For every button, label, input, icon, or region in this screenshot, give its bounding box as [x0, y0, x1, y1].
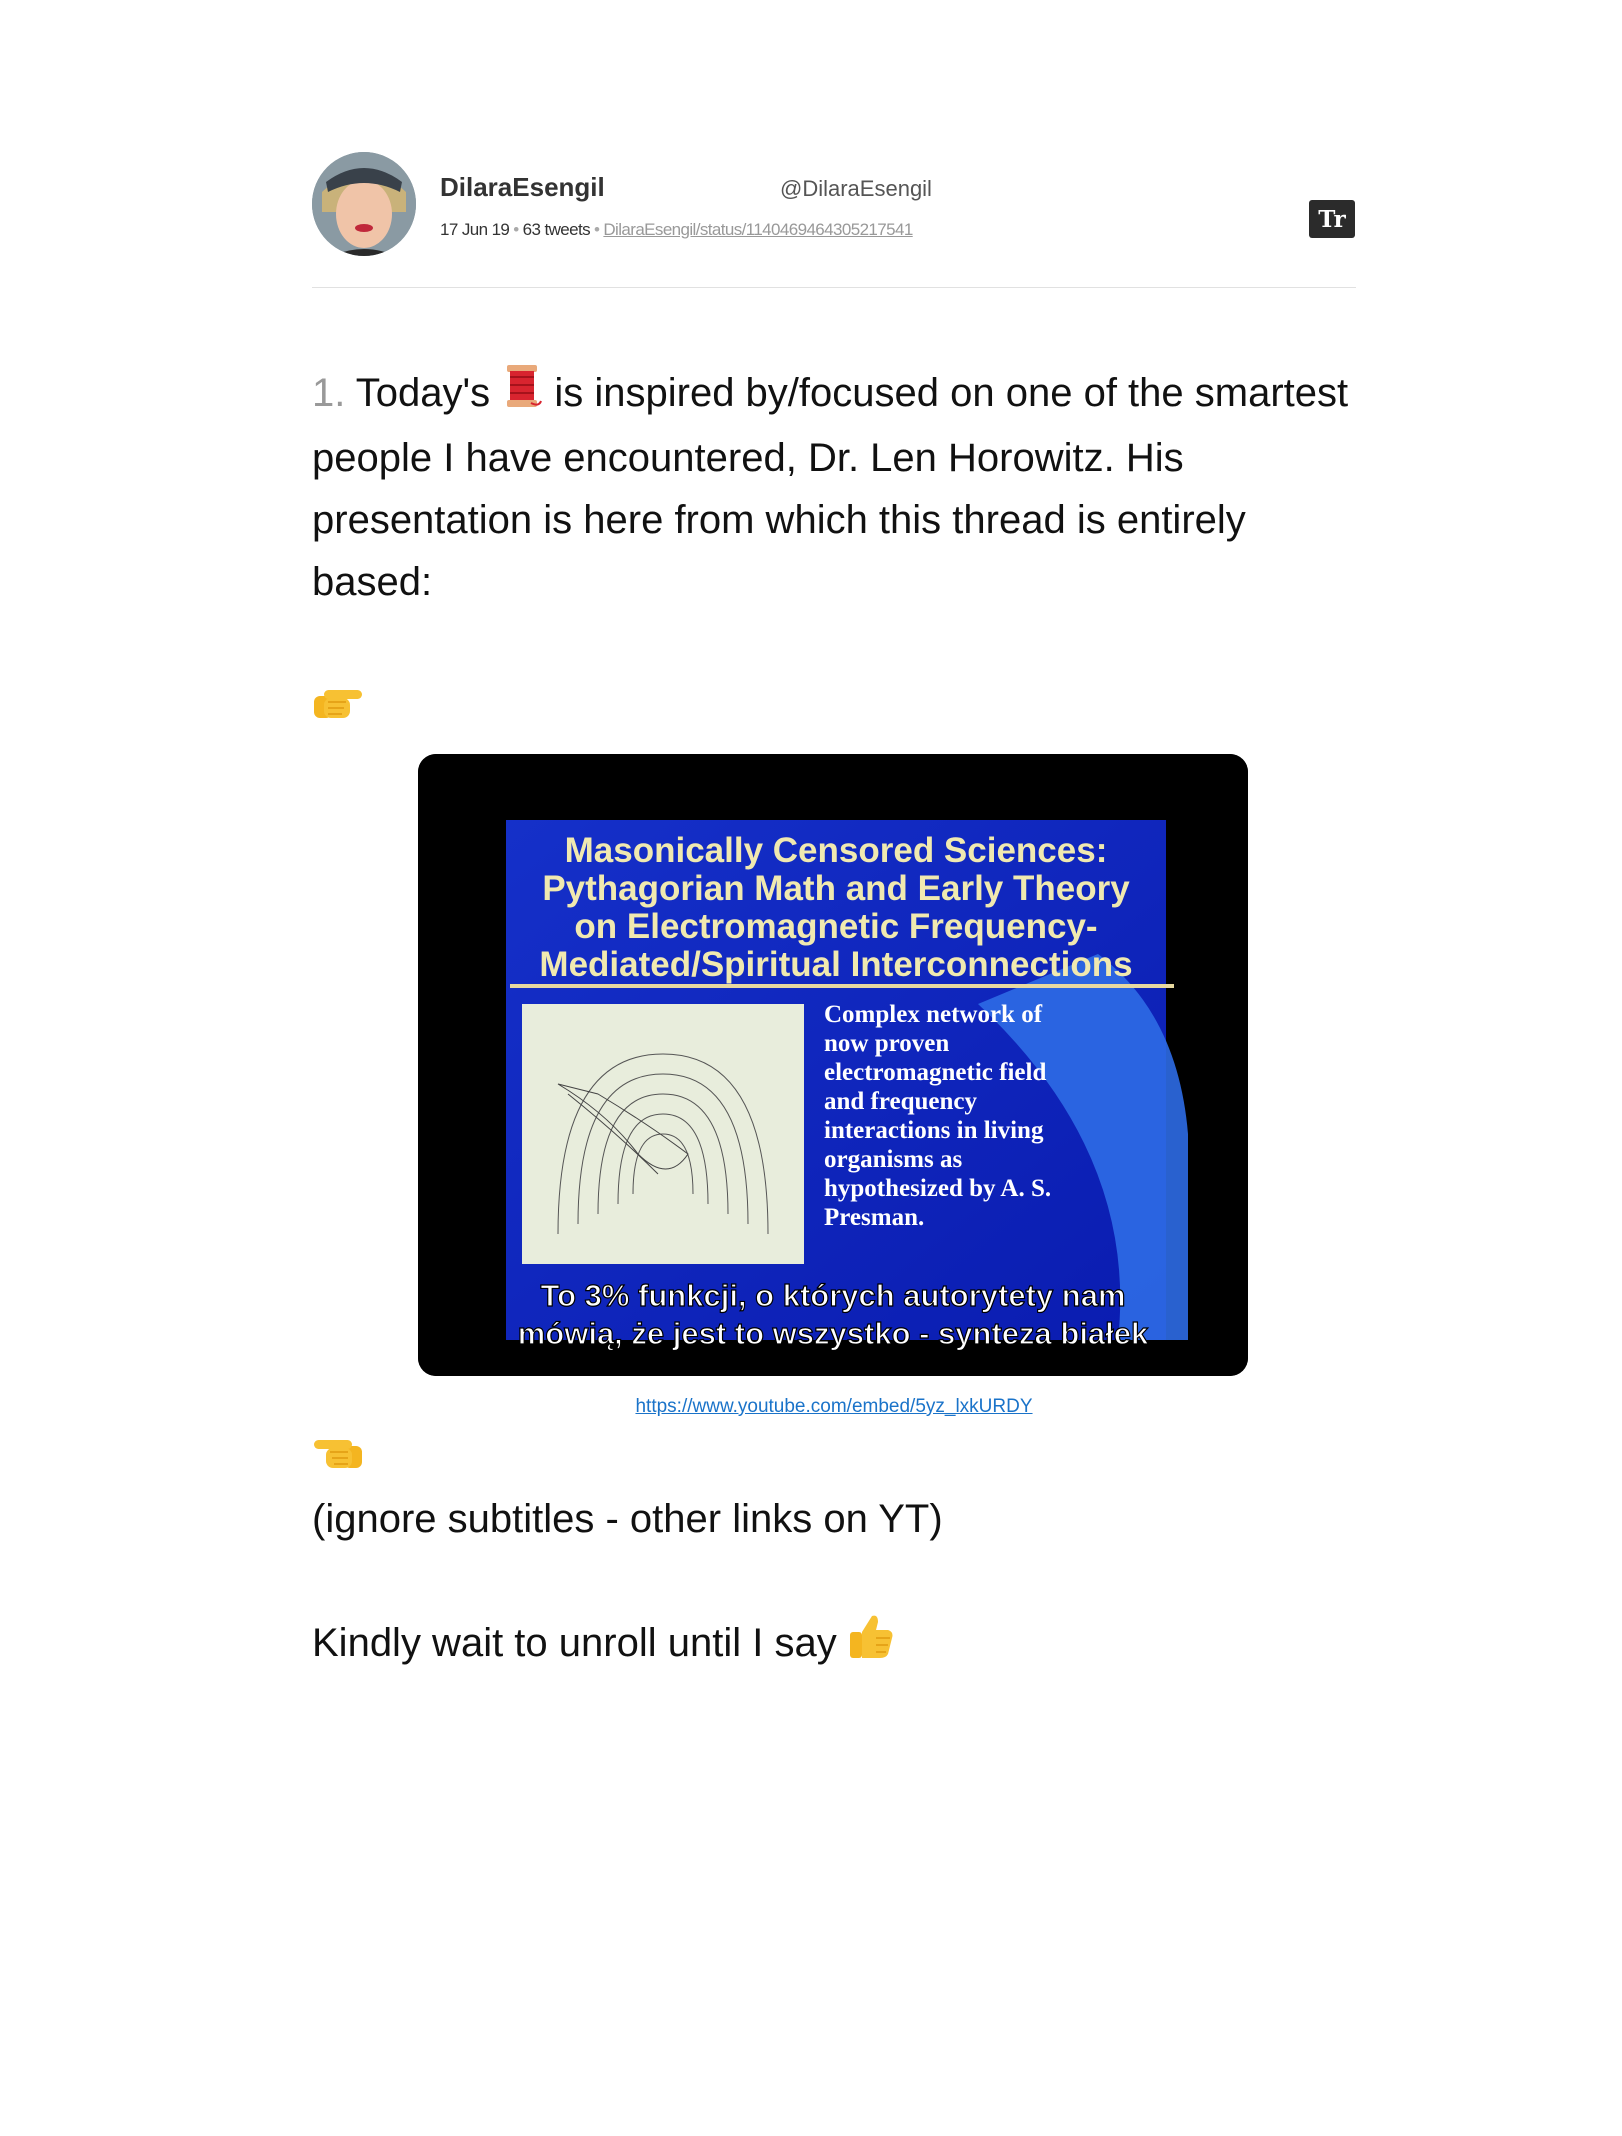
slide-body-line-1: Complex network of	[824, 1001, 1043, 1028]
slide-title-line-3: on Electromagnetic Frequency-	[574, 907, 1098, 946]
video-link[interactable]: https://www.youtube.com/embed/5yz_lxkURDY	[635, 1396, 1033, 1417]
slide-title-line-1: Masonically Censored Sciences:	[564, 831, 1108, 870]
slide-body-line-3: electromagnetic field	[824, 1059, 1047, 1086]
tweet-count: 63 tweets	[522, 220, 591, 239]
avatar[interactable]	[312, 152, 416, 256]
thread-spool-icon	[501, 363, 543, 427]
slide-body-line-7: hypothesized by A. S.	[824, 1175, 1052, 1202]
slide-body-line-4: and frequency	[824, 1088, 978, 1115]
video-embed[interactable]	[418, 754, 1248, 1376]
video-link-row	[312, 1396, 1356, 1418]
tweet-body	[312, 362, 1372, 613]
slide-body-line-5: interactions in living	[824, 1117, 1044, 1144]
slide-body-line-8: Presman.	[824, 1204, 925, 1231]
point-right-icon	[312, 682, 364, 727]
thumbs-up-icon	[848, 1612, 894, 1678]
caption-line-1: To 3% funkcji, o których autorytety nam	[540, 1278, 1126, 1313]
closing-text: Kindly wait to unroll until I say	[312, 1621, 848, 1665]
subtitle-note: (ignore subtitles - other links on YT)	[312, 1497, 943, 1541]
thread-header	[312, 152, 1356, 288]
translate-badge[interactable]: Tr	[1309, 200, 1355, 238]
caption-line-2: mówią, że jest to wszystko - synteza białek	[517, 1316, 1149, 1351]
slide-title-line-4: Mediated/Spiritual Interconnections	[539, 945, 1133, 984]
thread-meta: 17 Jun 19 • 63 tweets • DilaraEsengil/status/1140469464305217541	[440, 220, 913, 239]
tweet-text-end: is inspired by/focused on one of the smartest people I have encountered, Dr. Len Horowitz. His presentation is here from which this thread is entirely based:	[312, 371, 1349, 605]
slide-title-line-2: Pythagorian Math and Early Theory	[542, 869, 1130, 908]
status-link[interactable]: DilaraEsengil/status/1140469464305217541	[603, 220, 913, 239]
diagram-figure	[522, 1004, 804, 1264]
author-name[interactable]: DilaraEsengil	[440, 172, 605, 202]
slide-title	[539, 831, 1132, 984]
thread-date: 17 Jun 19	[440, 220, 510, 239]
author-handle[interactable]: @DilaraEsengil	[780, 176, 932, 201]
slide-body-line-2: now proven	[824, 1030, 950, 1057]
tweet-number: 1.	[312, 371, 346, 415]
slide-body-line-6: organisms as	[824, 1146, 963, 1173]
closing-line	[312, 1612, 894, 1678]
point-left-icon	[312, 1432, 364, 1477]
tweet-text-start: Today's	[345, 371, 502, 415]
